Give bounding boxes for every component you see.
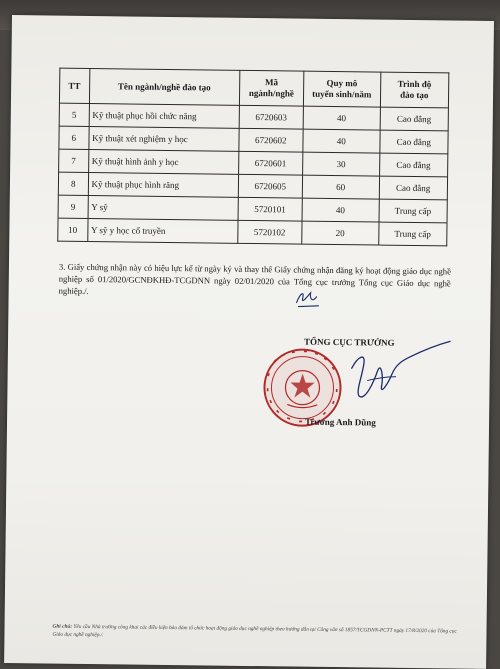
cell-level: Cao đẳng [379, 176, 448, 200]
cell-code: 6720603 [239, 105, 304, 129]
header-name: Tên ngành/nghề đào tạo [89, 69, 239, 106]
header-code-line1: Mã [264, 77, 279, 88]
cell-scale: 40 [303, 129, 380, 153]
cell-level: Trung cấp [378, 222, 447, 246]
header-level-line2: đào tạo [400, 89, 429, 101]
cell-scale: 20 [302, 221, 379, 245]
cell-tt: 9 [58, 195, 88, 218]
cell-code: 6720602 [239, 128, 304, 152]
cell-name: Y sỹ y học cổ truyền [87, 218, 237, 243]
footnote-label: Ghi chú: [52, 623, 73, 630]
header-tt: TT [59, 68, 89, 103]
cell-code: 5720102 [237, 220, 302, 244]
signer-name: Trương Anh Dũng [305, 416, 376, 428]
cell-tt: 7 [59, 149, 89, 172]
header-level-line1: Trình độ [397, 78, 432, 90]
cell-scale: 40 [302, 198, 379, 222]
cell-tt: 5 [59, 103, 89, 126]
cell-code: 6720601 [238, 151, 303, 175]
cell-name: Kỹ thuật phục hình răng [88, 172, 238, 197]
cell-tt: 8 [58, 172, 88, 195]
handwritten-signature [337, 334, 458, 415]
cell-name: Kỹ thuật phục hồi chức năng [89, 104, 239, 129]
cell-level: Trung cấp [379, 199, 448, 223]
initial-paraph-mark [292, 287, 322, 311]
header-scale-line1: Quy mô [326, 77, 358, 89]
cell-name: Kỹ thuật hình ảnh y học [88, 149, 238, 174]
header-scale [303, 71, 380, 107]
table-header-row [59, 68, 448, 108]
footnote-text: Yêu cầu Nhà trường công khai các điều kiện bảo đảm tổ chức hoạt động giáo dục nghề nghiệp theo hướng dẫn tại Công văn số 1857/TCGDNN-PCTT ngày 17/8/2020 của Tổng cục Giáo dục nghề nghiệp./. [52, 623, 457, 638]
validity-clause: 3. Giấy chứng nhận này có hiệu lực kể từ ngày ký và thay thế Giấy chứng nhận đăng ký hoạt động giáo dục nghề nghiệp số 01/2020/GCNĐKHĐ-TCGDNN ngày 02/01/2020 của Tổng cục trưởng Tổng cục Giáo dục nghề nghiệp./. [58, 261, 451, 296]
cell-tt: 6 [59, 126, 89, 149]
cell-name: Kỹ thuật xét nghiệm y học [88, 127, 238, 152]
cell-scale: 40 [303, 106, 380, 130]
cell-level: Cao đẳng [380, 107, 449, 131]
cell-scale: 60 [302, 175, 379, 199]
header-scale-line2: tuyển sinh/năm [312, 88, 372, 100]
signer-title: TỔNG CỤC TRƯỞNG [303, 336, 395, 348]
cell-scale: 30 [303, 152, 380, 176]
cell-code: 6720605 [238, 174, 303, 198]
cell-code: 5720101 [238, 197, 303, 221]
header-code-line2: ngành/nghề [248, 87, 294, 99]
header-code [239, 70, 304, 106]
footnote [52, 624, 458, 644]
table-row [58, 218, 447, 246]
cell-level: Cao đẳng [379, 130, 448, 154]
cell-level: Cao đẳng [379, 153, 448, 177]
header-level [380, 72, 449, 108]
document-page [4, 15, 494, 669]
cell-name: Y sỹ [88, 195, 238, 220]
training-programs-table [57, 68, 449, 247]
cell-tt: 10 [58, 218, 88, 241]
